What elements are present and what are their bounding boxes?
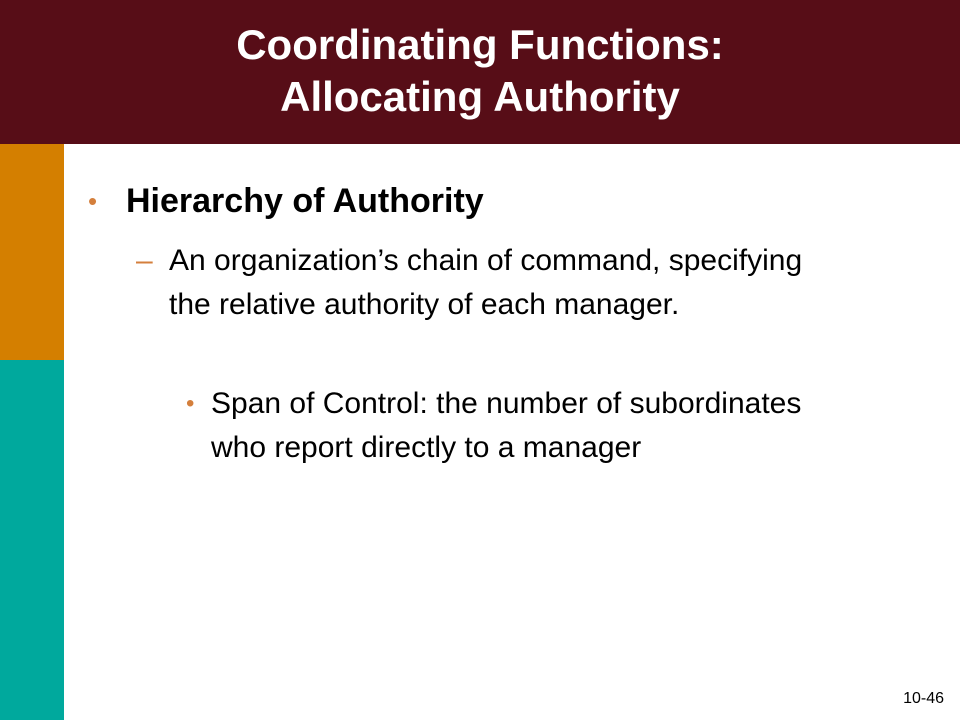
dash-marker: – xyxy=(136,244,153,277)
bullet-text-span-of-control: Span of Control: the number of subordinates who report directly to a manager xyxy=(211,387,802,464)
bullet-marker: • xyxy=(186,390,195,417)
slide-number: 10-46 xyxy=(903,690,944,707)
slide-title xyxy=(236,19,724,123)
bullet-text-chain-of-command: An organization’s chain of command, specifying the relative authority of each manager. xyxy=(169,244,803,321)
side-accent-teal xyxy=(0,360,64,720)
bullet-marker: • xyxy=(88,186,98,216)
title-bar xyxy=(0,0,960,144)
slide-title-line-1: Coordinating Functions: xyxy=(236,21,724,68)
side-accent-orange xyxy=(0,144,64,360)
slide-title-line-2: Allocating Authority xyxy=(280,73,680,120)
bullet-text-hierarchy: Hierarchy of Authority xyxy=(126,182,484,220)
